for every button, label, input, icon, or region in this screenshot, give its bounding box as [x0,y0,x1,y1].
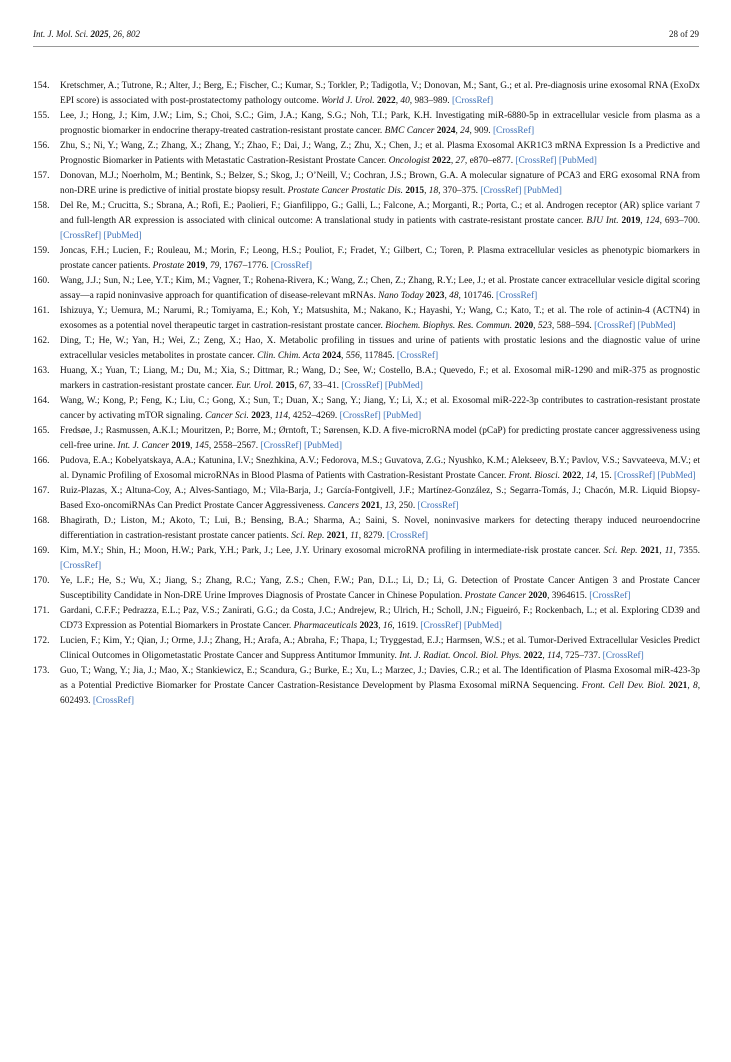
reference-list [33,79,700,709]
reference-number: 156. [33,141,50,151]
reference-number: 164. [33,396,50,406]
reference-pages: , 909. [469,126,493,136]
reference-text: Guo, T.; Wang, Y.; Jia, J.; Mao, X.; Stankiewicz, E.; Scandura, G.; Burke, E.; Xu, L.; Marzec, J.; Davies, C.R.; et al. The Identification of Plasma Exosomal miR-423-3p as a Potential Predictive Biomarker for Prostate Cancer Castration-Resistance Development by Plasma Exosomal miRNA Sequencing. Front. Cell Dev. Biol. 2021, 8, 602493. [CrossRef] [60,666,701,706]
reference-number: 158. [33,201,50,211]
reference-item [33,484,700,514]
reference-volume: 124 [645,216,660,226]
reference-item [33,634,700,664]
crossref-link[interactable]: [CrossRef] [614,471,656,481]
reference-number: 160. [33,276,50,286]
pubmed-link[interactable]: [PubMed] [384,381,423,391]
reference-text: Wang, W.; Kong, P.; Feng, K.; Liu, C.; Gong, X.; Sun, T.; Duan, X.; Sang, Y.; Jiang, Y.; Li, X.; et al. Exosomal miR-222-3p contributes to castration-resistant prostate cancer by activating mTOR signaling. Cancer Sci. 2023, 114, 4252–4269. [CrossRef] [PubMed] [60,396,700,421]
reference-item [33,139,700,169]
reference-text: Gardani, C.F.F.; Pedrazza, E.L.; Paz, V.S.; Zanirati, G.G.; da Costa, J.C.; Andrejew, R.; Ulrich, H.; Scholl, J.N.; Figueiró, F.; Rockenbach, L.; et al. Exploring CD39 and CD73 Expression as Potential Biomarkers in Prostate Cancer. Pharmaceuticals 2023, 16, 1619. [CrossRef] [PubMed] [60,606,700,631]
reference-pages: , 101746. [458,291,497,301]
crossref-link[interactable]: [CrossRef] [515,156,557,166]
pubmed-link[interactable]: [PubMed] [523,186,562,196]
reference-volume: 523 [537,321,552,331]
crossref-link[interactable]: [CrossRef] [60,561,102,571]
reference-number: 162. [33,336,50,346]
reference-year: 2020 [514,321,534,331]
reference-volume: 11 [350,531,359,541]
reference-number: 155. [33,111,50,121]
reference-text: Lee, J.; Hong, J.; Kim, J.W.; Lim, S.; Choi, S.C.; Gim, J.A.; Kang, S.G.; Noh, T.I.; Park, K.H. Investigating miR-6880-5p in extracellular vesicle from plasma as a prognostic biomarker in endocrine therapy-treated castration-resistant prostate cancer. BMC Cancer 2024, 24, 909. [CrossRef] [60,111,700,136]
reference-text: Pudova, E.A.; Kobelyatskaya, A.A.; Katunina, I.V.; Snezhkina, A.V.; Fedorova, M.S.; Guvatova, Z.G.; Nyushko, K.M.; Alekseev, B.Y.; Pavlov, V.S.; Savvateeva, M.V.; et al. Dynamic Profiling of Exosomal microRNAs in Blood Plasma of Patients with Castration-Resistant Prostate Cancer. Front. Biosci. 2022, 14, 15. [CrossRef] [PubMed] [60,456,700,481]
pubmed-link[interactable]: [PubMed] [103,231,142,241]
journal-year: 2025 [90,29,109,39]
reference-item [33,514,700,544]
page-number: 28 of 29 [669,29,699,39]
reference-journal: Sci. Rep. [603,546,638,556]
reference-year: 2021 [326,531,346,541]
reference-year: 2023 [251,411,270,421]
reference-volume: 18 [428,186,439,196]
reference-number: 165. [33,426,50,436]
crossref-link[interactable]: [CrossRef] [270,261,312,271]
crossref-link[interactable]: [CrossRef] [386,531,429,541]
reference-journal: Sci. Rep. [291,531,325,541]
running-journal-title [33,28,140,40]
reference-item [33,604,700,634]
reference-pages: , 370–375. [438,186,481,196]
reference-pages: , 7355. [673,546,701,556]
reference-journal: Oncologist [388,156,430,166]
crossref-link[interactable]: [CrossRef] [339,411,381,421]
reference-year: 2021 [361,501,381,511]
reference-text: Joncas, F.H.; Lucien, F.; Rouleau, M.; Morin, F.; Leong, H.S.; Pouliot, F.; Fradet, Y.; Gilbert, C.; Toren, P. Plasma extracellular vesicles as phenotypic biomarkers in prostate cancer patients. Prostate 2019, 79, 1767–1776. [CrossRef] [60,246,700,271]
reference-year: 2023 [425,291,445,301]
reference-year: 2021 [668,681,688,691]
page-header [33,28,699,46]
reference-pages: , 250. [394,501,418,511]
reference-number: 167. [33,486,50,496]
reference-year: 2019 [621,216,641,226]
reference-authors-title: Lucien, F.; Kim, Y.; Qian, J.; Orme, J.J.; Zhang, H.; Arafa, A.; Abraha, F.; Thapa, I.; Tryggestad, E.J.; Harmsen, W.S.; et al. Tumor-Derived Extracellular Vesicles Predict Clinical Outcomes in Oligometastatic Prostate Cancer and Suppress Antitumor Immunity. [60,636,700,661]
reference-year: 2019 [186,261,206,271]
reference-number: 157. [33,171,50,181]
reference-volume: 145 [194,441,209,451]
reference-text: Wang, J.J.; Sun, N.; Lee, Y.T.; Kim, M.; Vagner, T.; Rohena-Rivera, K.; Wang, Z.; Chen, Z.; Zhang, R.Y.; Lee, J.; et al. Prostate cancer extracellular vesicle digital scoring assay—a rapid noninvasive approach for quantification of disease-relevant mRNAs. Nano Today 2023, 48, 101746. [CrossRef] [60,276,700,301]
reference-journal: BMC Cancer [384,126,435,136]
pubmed-link[interactable]: [PubMed] [383,411,422,421]
reference-pages: , e870–e877. [464,156,516,166]
reference-pages: , 1619. [392,621,421,631]
reference-item [33,664,700,709]
crossref-link[interactable]: [CrossRef] [60,231,102,241]
reference-authors-title: Ding, T.; He, W.; Yan, H.; Wei, Z.; Zeng, X.; Hao, X. Metabolic profiling in tissues and urine of patients with prostatic lesions and the diagnostic value of urine extracellular vesicles metabolites in prostate cancer. [60,336,700,361]
reference-journal: Prostate [152,261,185,271]
reference-pages: , 117845. [359,351,397,361]
reference-item [33,424,700,454]
pubmed-link[interactable]: [PubMed] [637,321,676,331]
reference-volume: 67 [299,381,309,391]
reference-year: 2020 [528,591,548,601]
reference-authors-title: Gardani, C.F.F.; Pedrazza, E.L.; Paz, V.S.; Zanirati, G.G.; da Costa, J.C.; Andrejew, R.; Ulrich, H.; Scholl, J.N.; Figueiró, F.; Rockenbach, L.; et al. Exploring CD39 and CD73 Expression as Potential Biomarkers in Prostate Cancer. [60,606,700,631]
crossref-link[interactable]: [CrossRef] [341,381,383,391]
reference-authors-title: Wang, W.; Kong, P.; Feng, K.; Liu, C.; Gong, X.; Sun, T.; Duan, X.; Sang, Y.; Jiang, Y.; Li, X.; et al. Exosomal miR-222-3p contributes to castration-resistant prostate cancer by activating mTOR signaling. [60,396,700,421]
reference-year: 2015 [405,186,425,196]
reference-authors-title: Fredsøe, J.; Rasmussen, A.K.I.; Mouritzen, P.; Borre, M.; Ørntoft, T.; Sørensen, K.D. A five-microRNA model (pCaP) for predicting prostate cancer aggressiveness using cell-free urine. [60,426,700,451]
crossref-link[interactable]: [CrossRef] [589,591,631,601]
reference-number: 169. [33,546,50,556]
reference-volume: 16 [382,621,393,631]
reference-text: Lucien, F.; Kim, Y.; Qian, J.; Orme, J.J.; Zhang, H.; Arafa, A.; Abraha, F.; Thapa, I.; Tryggestad, E.J.; Harmsen, W.S.; et al. Tumor-Derived Extracellular Vesicles Predict Clinical Outcomes in Oligometastatic Prostate Cancer and Suppress Antitumor Immunity. Int. J. Radiat. Oncol. Biol. Phys. 2022, 114, 725–737. [CrossRef] [60,636,700,661]
reference-number: 163. [33,366,50,376]
reference-volume: 27 [455,156,465,166]
reference-volume: 48 [449,291,459,301]
reference-authors-title: Lee, J.; Hong, J.; Kim, J.W.; Lim, S.; Choi, S.C.; Gim, J.A.; Kang, S.G.; Noh, T.I.; Park, K.H. Investigating miR-6880-5p in extracellular vesicle from plasma as a prognostic biomarker in endocrine therapy-treated castration-resistant prostate cancer. [60,111,700,136]
reference-authors-title: Zhu, S.; Ni, Y.; Wang, Z.; Zhang, X.; Zhang, Y.; Zhao, F.; Dai, J.; Wang, Z.; Zhu, X.; Chen, J.; et al. Plasma Exosomal AKR1C3 mRNA Expression Is a Predictive and Prognostic Biomarker in Patients with Metastatic Castration-Resistant Prostate Cancer. [60,141,700,166]
crossref-link[interactable]: [CrossRef] [496,291,538,301]
reference-pages: , 1767–1776. [219,261,271,271]
reference-number: 159. [33,246,50,256]
reference-item [33,244,700,274]
reference-text: Zhu, S.; Ni, Y.; Wang, Z.; Zhang, X.; Zhang, Y.; Zhao, F.; Dai, J.; Wang, Z.; Zhu, X.; Chen, J.; et al. Plasma Exosomal AKR1C3 mRNA Expression Is a Predictive and Prognostic Biomarker in Patients with Metastatic Castration-Resistant Prostate Cancer. Oncologist 2022, 27, e870–e877. [CrossRef] [PubMed] [60,141,700,166]
reference-year: 2015 [275,381,295,391]
reference-pages: , 33–41. [308,381,342,391]
reference-journal: Int. J. Radiat. Oncol. Biol. Phys. [399,651,522,661]
reference-text: Donovan, M.J.; Noerholm, M.; Bentink, S.; Belzer, S.; Skog, J.; O’Neill, V.; Cochran, J.S.; Brown, G.A. A molecular signature of PCA3 and ERG exosomal RNA from non-DRE urine is predictive of initial prostate biopsy result. Prostate Cancer Prostatic Dis. 2015, 18, 370–375. [CrossRef] [PubMed] [60,171,700,196]
reference-pages: , 4252–4269. [288,411,340,421]
reference-journal: Front. Biosci. [508,471,561,481]
reference-pages: , 983–989. [409,96,452,106]
reference-authors-title: Kim, M.Y.; Shin, H.; Moon, H.W.; Park, Y.H.; Park, J.; Lee, J.Y. Urinary exosomal microRNA profiling in intermediate-risk prostate cancer. [60,546,604,556]
crossref-link[interactable]: [CrossRef] [492,126,535,136]
reference-year: 2023 [359,621,379,631]
reference-volume: 8 [693,681,698,691]
reference-number: 154. [33,81,50,91]
pubmed-link[interactable]: [PubMed] [303,441,342,451]
reference-volume: 114 [547,651,561,661]
reference-year: 2022 [562,471,582,481]
reference-year: 2024 [436,126,456,136]
reference-number: 173. [33,666,50,676]
reference-item [33,364,700,394]
reference-volume: 40 [400,96,410,106]
crossref-link[interactable]: [CrossRef] [420,621,462,631]
reference-journal: Pharmaceuticals [293,621,358,631]
reference-volume: 11 [664,546,674,556]
pubmed-link[interactable]: [PubMed] [558,156,597,166]
reference-journal: Eur. Urol. [235,381,274,391]
reference-number: 172. [33,636,50,646]
crossref-link[interactable]: [CrossRef] [92,696,134,706]
reference-year: 2021 [640,546,660,556]
reference-volume: 556 [345,351,360,361]
reference-authors-title: Kretschmer, A.; Tutrone, R.; Alter, J.; Berg, E.; Fischer, C.; Kumar, S.; Torkler, P.; Tadigotla, V.; Donovan, M.; Sant, G.; et al. Pre-diagnosis urine exosomal RNA (ExoDx EPI score) is associated with post-prostatectomy pathology outcome. [60,81,700,106]
reference-item [33,79,700,109]
reference-item [33,304,700,334]
header-rule [33,46,699,47]
crossref-link[interactable]: [CrossRef] [396,351,439,361]
reference-volume: 13 [384,501,395,511]
reference-journal: Front. Cell Dev. Biol. [581,681,666,691]
pubmed-link[interactable]: [PubMed] [463,621,502,631]
reference-journal: Nano Today [378,291,424,301]
reference-text: Del Re, M.; Crucitta, S.; Sbrana, A.; Rofi, E.; Paolieri, F.; Gianfilippo, G.; Galli, L.; Falcone, A.; Morganti, R.; Porta, C.; et al. Androgen receptor (AR) splice variant 7 and full-length AR expression is associated with clinical outcome: A translational study in patients with castrate-resistant prostate cancer. BJU Int. 2019, 124, 693–700. [CrossRef] [PubMed] [60,201,701,241]
reference-authors-title: Donovan, M.J.; Noerholm, M.; Bentink, S.; Belzer, S.; Skog, J.; O’Neill, V.; Cochran, J.S.; Brown, G.A. A molecular signature of PCA3 and ERG exosomal RNA from non-DRE urine is predictive of initial prostate biopsy result. [60,171,700,196]
reference-authors-title: Huang, X.; Yuan, T.; Liang, M.; Du, M.; Xia, S.; Dittmar, R.; Wang, D.; See, W.; Costello, B.A.; Quevedo, F.; et al. Exosomal miR-1290 and miR-375 as prognostic markers in castration-resistant prostate cancer. [60,366,700,391]
reference-volume: 24 [460,126,470,136]
reference-year: 2019 [171,441,191,451]
reference-text: Fredsøe, J.; Rasmussen, A.K.I.; Mouritzen, P.; Borre, M.; Ørntoft, T.; Sørensen, K.D. A five-microRNA model (pCaP) for predicting prostate cancer aggressiveness using cell-free urine. Int. J. Cancer 2019, 145, 2558–2567. [CrossRef] [PubMed] [60,426,700,451]
crossref-link[interactable]: [CrossRef] [594,321,636,331]
crossref-link[interactable]: [CrossRef] [480,186,522,196]
reference-authors-title: Joncas, F.H.; Lucien, F.; Rouleau, M.; Morin, F.; Leong, H.S.; Pouliot, F.; Fradet, Y.; Gilbert, C.; Toren, P. Plasma extracellular vesicles as phenotypic biomarkers in prostate cancer patients. [60,246,700,271]
reference-pages: , 2558–2567. [208,441,261,451]
reference-number: 170. [33,576,50,586]
reference-item [33,274,700,304]
pubmed-link[interactable]: [PubMed] [657,471,696,481]
reference-authors-title: Guo, T.; Wang, Y.; Jia, J.; Mao, X.; Stankiewicz, E.; Scandura, G.; Burke, E.; Xu, L.; Marzec, J.; Davies, C.R.; et al. The Identification of Plasma Exosomal miR-423-3p as a Potential Predictive Biomarker for Prostate Cancer Castration-Resistance Development by Plasma Exosomal miRNA Sequencing. [60,666,700,691]
reference-text: Kretschmer, A.; Tutrone, R.; Alter, J.; Berg, E.; Fischer, C.; Kumar, S.; Torkler, P.; Tadigotla, V.; Donovan, M.; Sant, G.; et al. Pre-diagnosis urine exosomal RNA (ExoDx EPI score) is associated with post-prostatectomy pathology outcome. World J. Urol. 2022, 40, 983–989. [CrossRef] [60,81,700,106]
reference-number: 171. [33,606,50,616]
reference-item [33,574,700,604]
reference-volume: 14 [585,471,596,481]
crossref-link[interactable]: [CrossRef] [602,651,644,661]
reference-number: 166. [33,456,50,466]
reference-journal: World J. Urol. [321,96,375,106]
reference-journal: Int. J. Cancer [117,441,170,451]
reference-journal: Cancer Sci. [205,411,249,421]
reference-item [33,109,700,139]
reference-authors-title: Ruiz-Plazas, X.; Altuna-Coy, A.; Alves-Santiago, M.; Vila-Barja, J.; García-Fontgivell, J.F.; Martínez-González, S.; Segarra-Tomás, J.; Chacón, M.R. Liquid Biopsy-Based Exo-oncomiRNAs Can Predict Prostate Cancer Aggressiveness. [60,486,700,511]
reference-item [33,394,700,424]
reference-pages: , 602493. [60,681,701,706]
crossref-link[interactable]: [CrossRef] [260,441,302,451]
reference-item [33,169,700,199]
reference-year: 2024 [322,351,342,361]
reference-pages: , 693–700. [659,216,701,226]
reference-text: Ishizuya, Y.; Uemura, M.; Narumi, R.; Tomiyama, E.; Koh, Y.; Matsushita, M.; Nakano, K.; Hayashi, Y.; Wang, C.; Kato, T.; et al. The role of actinin-4 (ACTN4) in exosomes as a potential novel therapeutic target in castration-resistant prostate cancer. Biochem. Biophys. Res. Commun. 2020, 523, 588–594. [CrossRef] [PubMed] [60,306,700,331]
reference-volume: 79 [209,261,220,271]
reference-year: 2022 [523,651,543,661]
reference-authors-title: Bhagirath, D.; Liston, M.; Akoto, T.; Lui, B.; Bensing, B.A.; Sharma, A.; Saini, S. Novel, noninvasive markers for detecting therapy induced neuroendocrine differentiation in castration-resistant prostate cancer patients. [60,516,700,541]
reference-authors-title: Wang, J.J.; Sun, N.; Lee, Y.T.; Kim, M.; Vagner, T.; Rohena-Rivera, K.; Wang, Z.; Chen, Z.; Zhang, R.Y.; Lee, J.; et al. Prostate cancer extracellular vesicle digital scoring assay—a rapid noninvasive approach for quantification of disease-relevant mRNAs. [60,276,700,301]
reference-item [33,544,700,574]
reference-pages: , 588–594. [551,321,595,331]
reference-number: 168. [33,516,50,526]
reference-authors-title: Ye, L.F.; He, S.; Wu, X.; Jiang, S.; Zhang, R.C.; Yang, Z.S.; Chen, F.W.; Pan, D.L.; Li, D.; Li, G. Detection of Prostate Cancer Antigen 3 and Prostate Cancer Susceptibility Candidate in Non-DRE Urine Improves Diagnosis of Prostate Cancer in Chinese Population. [60,576,700,601]
reference-pages: , 15. [595,471,615,481]
reference-journal: Cancers [327,501,359,511]
reference-journal: Biochem. Biophys. Res. Commun. [385,321,513,331]
reference-authors-title: Del Re, M.; Crucitta, S.; Sbrana, A.; Rofi, E.; Paolieri, F.; Gianfilippo, G.; Galli, L.; Falcone, A.; Morganti, R.; Porta, C.; et al. Androgen receptor (AR) splice variant 7 and full-length AR expression is associated with clinical outcome: A translational study in patients with castrate-resistant prostate cancer. [60,201,700,226]
reference-year: 2022 [432,156,451,166]
reference-pages: , 725–737. [560,651,603,661]
reference-pages: , 3964615. [547,591,590,601]
reference-pages: , 8279. [358,531,387,541]
reference-volume: 114 [274,411,289,421]
reference-journal: Prostate Cancer [464,591,527,601]
reference-item [33,334,700,364]
reference-authors-title: Pudova, E.A.; Kobelyatskaya, A.A.; Katunina, I.V.; Snezhkina, A.V.; Fedorova, M.S.; Guvatova, Z.G.; Nyushko, K.M.; Alekseev, B.Y.; Pavlov, V.S.; Savvateeva, M.V.; et al. Dynamic Profiling of Exosomal microRNAs in Blood Plasma of Patients with Castration-Resistant Prostate Cancer. [60,456,700,481]
reference-item [33,199,700,244]
reference-journal: BJU Int. [586,216,619,226]
reference-number: 161. [33,306,50,316]
reference-authors-title: Ishizuya, Y.; Uemura, M.; Narumi, R.; Tomiyama, E.; Koh, Y.; Matsushita, M.; Nakano, K.; Hayashi, Y.; Wang, C.; Kato, T.; et al. The role of actinin-4 (ACTN4) in exosomes as a potential novel therapeutic target in castration-resistant prostate cancer. [60,306,700,331]
reference-text: Kim, M.Y.; Shin, H.; Moon, H.W.; Park, Y.H.; Park, J.; Lee, J.Y. Urinary exosomal microRNA profiling in intermediate-risk prostate cancer. Sci. Rep. 2021, 11, 7355. [CrossRef] [60,546,701,571]
reference-text [60,574,700,604]
reference-text: Ruiz-Plazas, X.; Altuna-Coy, A.; Alves-Santiago, M.; Vila-Barja, J.; García-Fontgivell, J.F.; Martínez-González, S.; Segarra-Tomás, J.; Chacón, M.R. Liquid Biopsy-Based Exo-oncomiRNAs Can Predict Prostate Cancer Aggressiveness. Cancers 2021, 13, 250. [CrossRef] [60,486,700,511]
reference-text: Bhagirath, D.; Liston, M.; Akoto, T.; Lui, B.; Bensing, B.A.; Sharma, A.; Saini, S. Novel, noninvasive markers for detecting therapy induced neuroendocrine differentiation in castration-resistant prostate cancer patients. Sci. Rep. 2021, 11, 8279. [CrossRef] [60,516,700,541]
crossref-link[interactable]: [CrossRef] [451,96,494,106]
reference-year: 2022 [376,96,396,106]
journal-volume: , 26, 802 [108,29,140,39]
reference-journal: Clin. Chim. Acta [257,351,320,361]
reference-text: Huang, X.; Yuan, T.; Liang, M.; Du, M.; Xia, S.; Dittmar, R.; Wang, D.; See, W.; Costello, B.A.; Quevedo, F.; et al. Exosomal miR-1290 and miR-375 as prognostic markers in castration-resistant prostate cancer. Eur. Urol. 2015, 67, 33–41. [CrossRef] [PubMed] [60,366,700,391]
journal-name: Int. J. Mol. Sci. [33,29,89,39]
crossref-link[interactable]: [CrossRef] [417,501,459,511]
reference-journal: Prostate Cancer Prostatic Dis. [287,186,404,196]
reference-text: Ding, T.; He, W.; Yan, H.; Wei, Z.; Zeng, X.; Hao, X. Metabolic profiling in tissues and urine of patients with prostatic lesions and the diagnostic value of urine extracellular vesicles metabolites in prostate cancer. Clin. Chim. Acta 2024, 556, 117845. [CrossRef] [60,336,700,361]
reference-item [33,454,700,484]
